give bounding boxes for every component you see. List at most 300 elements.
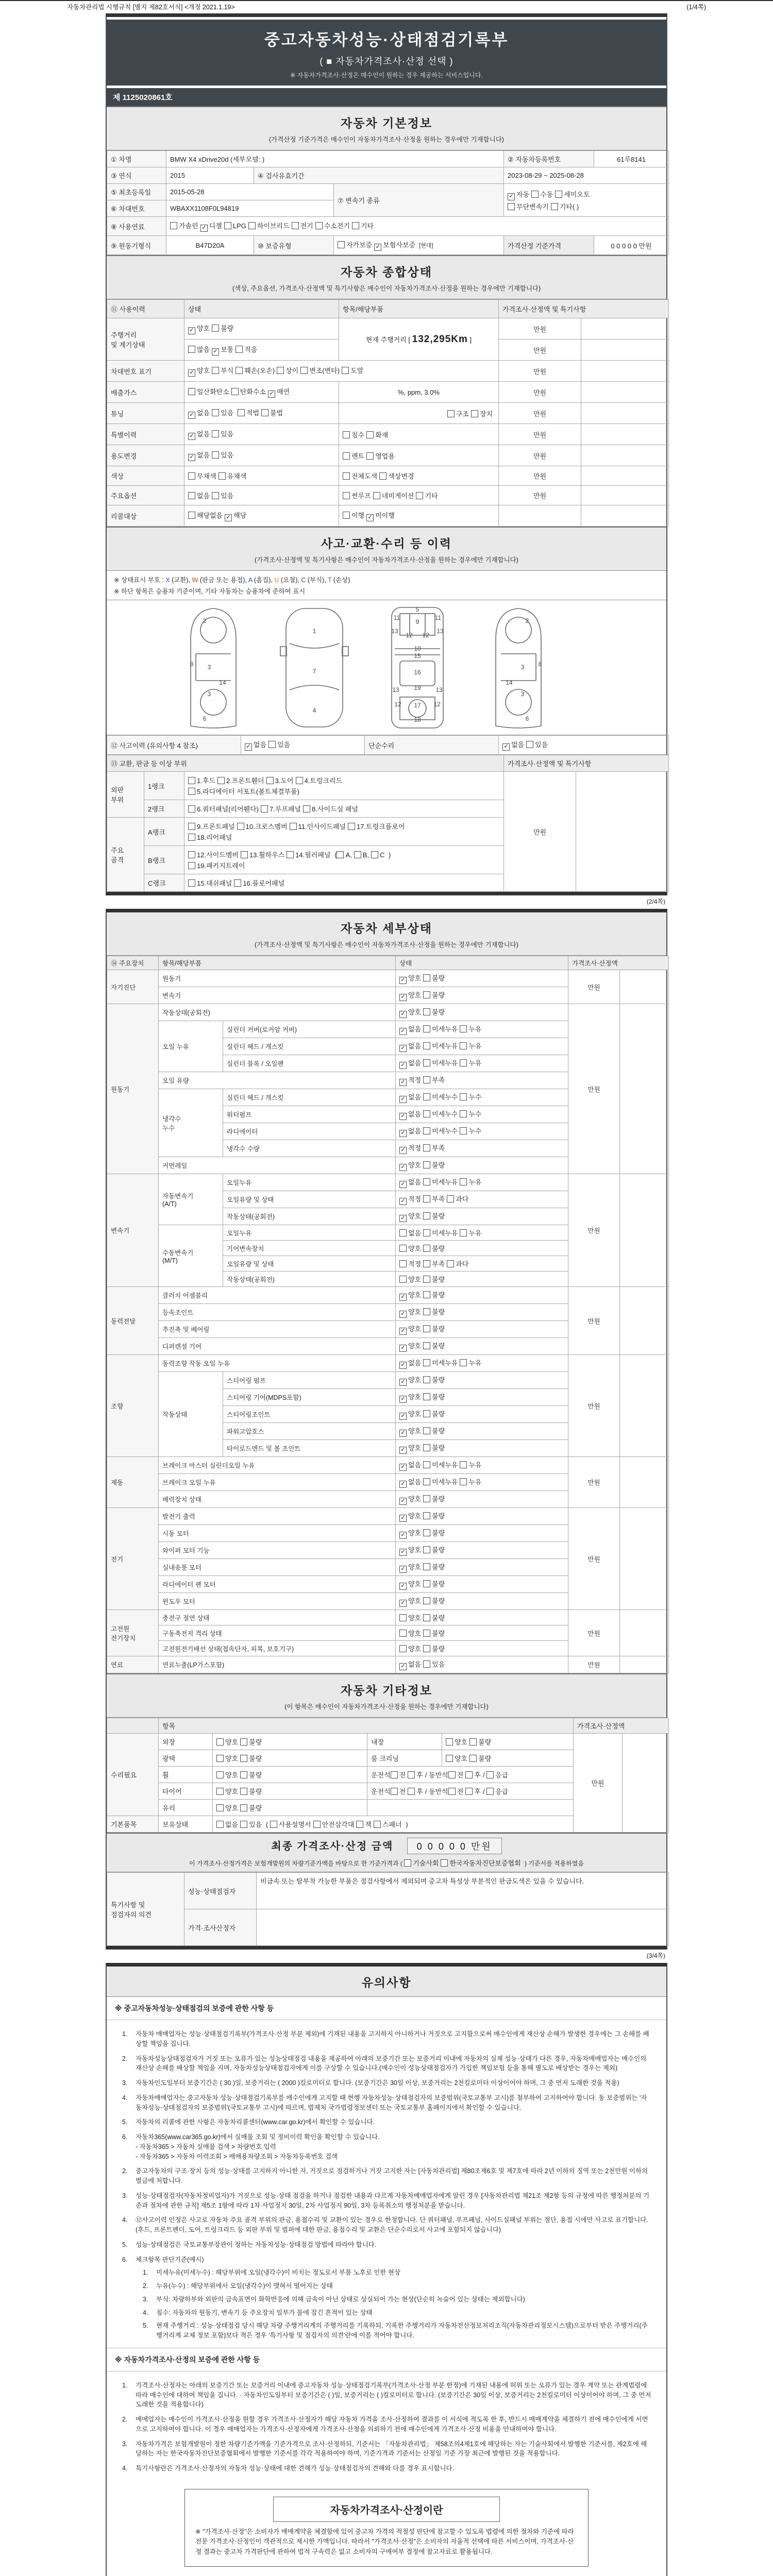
checkbox[interactable]: ✓ <box>399 1181 407 1188</box>
checkbox[interactable] <box>212 451 219 459</box>
diagram-part-number: 18 <box>414 716 421 723</box>
checkbox[interactable] <box>471 410 478 417</box>
checkbox-label: 무단변속기 <box>516 203 549 211</box>
checkbox[interactable] <box>303 805 310 812</box>
checkbox[interactable] <box>486 1771 494 1778</box>
diagram-part-number: 3 <box>520 664 525 671</box>
checkbox[interactable] <box>366 431 374 438</box>
cell <box>568 1457 620 1508</box>
checkbox[interactable] <box>399 1630 407 1637</box>
checkbox[interactable] <box>292 222 299 229</box>
checkbox[interactable] <box>399 1645 407 1652</box>
notice-item <box>122 2117 653 2127</box>
checkbox[interactable] <box>241 851 248 858</box>
checkbox[interactable] <box>234 879 241 887</box>
diagram-part-number: 16 <box>414 669 421 676</box>
checkbox[interactable] <box>423 1410 430 1417</box>
checkbox[interactable] <box>337 851 344 858</box>
checkbox[interactable]: ✓ <box>188 433 195 440</box>
checkbox[interactable] <box>212 492 219 499</box>
checkbox[interactable] <box>423 991 430 998</box>
final-price-label: 최종 가격조사·산정 금액 <box>271 1841 394 1852</box>
checkbox[interactable] <box>399 1260 407 1267</box>
checkbox[interactable] <box>188 862 195 869</box>
checkbox-option <box>486 1786 508 1796</box>
checkbox[interactable] <box>423 1195 430 1202</box>
checkbox-label: 양호 <box>408 1512 422 1520</box>
checkbox[interactable] <box>526 741 533 748</box>
checkbox[interactable]: ✓ <box>399 1328 407 1335</box>
checkbox[interactable] <box>212 367 219 374</box>
checkbox[interactable] <box>313 1821 321 1828</box>
checkbox-option <box>248 221 290 230</box>
checkbox[interactable] <box>423 1630 430 1637</box>
checkbox[interactable] <box>486 1788 494 1795</box>
title-banner <box>107 20 666 86</box>
text: 커먼레일 <box>162 1162 188 1170</box>
cell <box>184 486 339 505</box>
checkbox[interactable] <box>391 1788 398 1795</box>
text: 냉각수 누수 <box>162 1115 181 1132</box>
checkbox[interactable] <box>240 1771 247 1778</box>
checkbox-label: 불량 <box>432 974 445 982</box>
checkbox[interactable] <box>423 1291 430 1298</box>
checkbox[interactable] <box>531 191 539 198</box>
cell <box>339 382 499 403</box>
checkbox[interactable] <box>423 1393 430 1400</box>
checkbox[interactable] <box>423 1127 430 1134</box>
checkbox[interactable] <box>399 1245 407 1252</box>
cell <box>184 466 339 486</box>
checkbox[interactable] <box>399 1614 407 1621</box>
cell <box>184 1909 257 1946</box>
checkbox[interactable] <box>188 512 195 519</box>
cell <box>396 1491 568 1508</box>
checkbox[interactable] <box>266 777 274 784</box>
cell <box>499 505 581 527</box>
checkbox-option <box>399 1058 421 1069</box>
checkbox[interactable] <box>446 1755 453 1762</box>
checkbox[interactable] <box>423 1025 430 1032</box>
checkbox[interactable] <box>423 1260 430 1267</box>
checkbox[interactable] <box>423 1529 430 1536</box>
checkbox[interactable] <box>212 409 219 416</box>
text: ( <box>264 1821 270 1828</box>
checkbox[interactable]: ✓ <box>399 1583 407 1590</box>
checkbox-option <box>423 1596 445 1605</box>
checkbox[interactable]: ✓ <box>399 1147 407 1154</box>
checkbox[interactable] <box>216 1788 224 1795</box>
checkbox[interactable] <box>216 1804 224 1811</box>
checkbox[interactable]: ✓ <box>188 327 195 334</box>
checkbox[interactable] <box>460 1461 467 1468</box>
checkbox[interactable]: ✓ <box>399 1600 407 1607</box>
checkbox[interactable] <box>315 222 323 229</box>
checkbox[interactable]: ✓ <box>188 454 195 461</box>
checkbox[interactable]: ✓ <box>399 1198 407 1205</box>
checkbox[interactable] <box>231 388 239 395</box>
checkbox[interactable] <box>343 472 350 480</box>
checkbox[interactable] <box>423 1512 430 1519</box>
checkbox[interactable] <box>212 325 219 332</box>
text: (요철), <box>279 577 301 584</box>
checkbox-label: 가솔린 <box>179 222 198 230</box>
checkbox[interactable] <box>460 1059 467 1066</box>
checkbox[interactable] <box>423 1444 430 1451</box>
checkbox[interactable] <box>465 1788 473 1795</box>
status-code-legend <box>107 571 666 585</box>
checkbox[interactable] <box>423 1042 430 1049</box>
checkbox-label: 있음 <box>221 430 234 438</box>
checkbox[interactable] <box>423 1359 430 1366</box>
checkbox[interactable] <box>469 1755 477 1762</box>
checkbox-label: 10.크로스멤버 <box>245 823 288 831</box>
checkbox[interactable] <box>240 1804 247 1811</box>
cell <box>223 1241 396 1256</box>
checkbox[interactable] <box>423 1342 430 1349</box>
checkbox[interactable]: ✓ <box>374 244 381 251</box>
checkbox-option <box>240 1786 262 1796</box>
text: ① 차명 <box>111 156 132 163</box>
checkbox[interactable] <box>460 1359 467 1366</box>
checkbox[interactable]: ✓ <box>399 1464 407 1471</box>
checkbox-option <box>469 1753 491 1763</box>
checkbox[interactable]: ✓ <box>200 225 208 232</box>
checkbox-label: 불량 <box>432 1495 445 1503</box>
checkbox[interactable]: ✓ <box>212 348 219 355</box>
cell <box>367 1767 574 1783</box>
checkbox[interactable]: ✓ <box>399 1130 407 1137</box>
checkbox[interactable] <box>460 1110 467 1117</box>
notice-number: 3. <box>122 2192 128 2199</box>
checkbox[interactable] <box>404 1859 411 1867</box>
checkbox[interactable]: ✓ <box>399 1079 407 1086</box>
checkbox[interactable] <box>423 1495 430 1502</box>
checkbox[interactable] <box>343 452 350 460</box>
cell <box>159 1457 396 1474</box>
checkbox[interactable]: ✓ <box>502 743 510 751</box>
checkbox[interactable] <box>423 1376 430 1383</box>
checkbox[interactable]: ✓ <box>399 1362 407 1369</box>
checkbox-option <box>261 804 301 814</box>
checkbox[interactable]: ✓ <box>399 1113 407 1120</box>
checkbox[interactable] <box>270 1821 277 1828</box>
cell <box>223 1256 396 1272</box>
checkbox[interactable] <box>460 1229 467 1236</box>
checkbox[interactable] <box>423 1276 430 1283</box>
checkbox[interactable] <box>423 1059 430 1066</box>
checkbox-label: 양호 <box>408 1495 422 1503</box>
checkbox[interactable] <box>423 1597 430 1604</box>
text: 와이퍼 모터 기능 <box>162 1547 210 1554</box>
checkbox-option <box>188 408 210 419</box>
text: ⑬ 교환, 판금 등 이상 부위 <box>111 760 187 768</box>
cell <box>107 505 184 527</box>
checkbox[interactable] <box>423 1229 430 1236</box>
checkbox[interactable] <box>374 1821 381 1828</box>
checkbox[interactable] <box>448 1771 456 1778</box>
checkbox-option <box>303 804 358 814</box>
checkbox[interactable] <box>460 1478 467 1485</box>
checkbox[interactable] <box>423 1563 430 1570</box>
checkbox[interactable] <box>237 823 244 830</box>
checkbox[interactable]: ✓ <box>399 1096 407 1103</box>
cell <box>107 1287 159 1355</box>
checkbox[interactable] <box>300 367 308 374</box>
checkbox[interactable] <box>423 1546 430 1553</box>
checkbox[interactable] <box>460 1093 467 1100</box>
checkbox[interactable] <box>551 203 558 210</box>
checkbox[interactable] <box>441 1859 448 1867</box>
checkbox[interactable] <box>423 1427 430 1434</box>
checkbox-label: 미세누수 <box>432 1110 458 1118</box>
text: 작동상태(공회전) <box>227 1213 275 1221</box>
checkbox[interactable] <box>423 1144 430 1151</box>
checkbox[interactable]: ✓ <box>399 1345 407 1352</box>
checkbox-option <box>526 739 548 749</box>
checkbox-option <box>399 1341 421 1352</box>
checkbox[interactable] <box>460 1127 467 1134</box>
checkbox[interactable] <box>261 409 268 416</box>
cell <box>107 1734 159 1816</box>
checkbox[interactable]: ✓ <box>399 1045 407 1052</box>
text: ⑫ 사고이력 (유의사항 4 참조) <box>111 741 198 750</box>
text: ⑨ 원동기형식 <box>111 242 152 250</box>
checkbox[interactable] <box>236 346 243 353</box>
checkbox[interactable] <box>356 1821 363 1828</box>
checkbox[interactable]: ✓ <box>399 977 407 984</box>
checkbox[interactable] <box>216 1755 224 1762</box>
checkbox[interactable] <box>236 367 243 374</box>
checkbox[interactable] <box>371 851 378 858</box>
checkbox[interactable]: ✓ <box>399 1215 407 1222</box>
checkbox[interactable] <box>373 492 380 499</box>
checkbox[interactable] <box>188 777 195 784</box>
checkbox[interactable] <box>423 1645 430 1652</box>
cell <box>442 1734 574 1750</box>
checkbox[interactable]: ✓ <box>399 1164 407 1171</box>
text: 오일누유 <box>227 1179 252 1187</box>
checkbox[interactable] <box>423 1308 430 1315</box>
checkbox[interactable] <box>423 1008 430 1015</box>
notice-item <box>122 2381 653 2410</box>
checkbox[interactable]: ✓ <box>399 1028 407 1035</box>
checkbox[interactable] <box>446 1738 453 1745</box>
checkbox[interactable] <box>423 1178 430 1185</box>
checkbox-label: 누유 <box>468 1478 482 1486</box>
checkbox[interactable] <box>379 472 386 480</box>
notice-text: 자동차365(www.car365.go.kr)에서 실매물 조회 및 정비이력 확인을 확인할 수 있습니다. - 자동차365 > 자동차 실매물 검색 > 차량번호 입력 - 자동차365 > 자동차 이력조회 > 매매용차량조회 > 자동차등록번호 검색 <box>136 2132 653 2161</box>
checkbox-option <box>423 1358 458 1367</box>
checkbox[interactable] <box>348 823 355 830</box>
checkbox[interactable] <box>423 1325 430 1332</box>
checkbox[interactable]: ✓ <box>268 391 275 398</box>
checkbox[interactable] <box>240 1738 247 1745</box>
checkbox[interactable]: ✓ <box>399 1481 407 1488</box>
checkbox[interactable]: ✓ <box>399 1498 407 1505</box>
checkbox[interactable] <box>219 472 226 480</box>
checkbox[interactable]: ✓ <box>399 1549 407 1556</box>
diagram-part-number: 17 <box>414 702 421 709</box>
checkbox[interactable] <box>460 1025 467 1032</box>
checkbox[interactable]: ✓ <box>399 1532 407 1539</box>
checkbox[interactable] <box>465 1771 473 1778</box>
checkbox[interactable] <box>423 1110 430 1117</box>
cell <box>107 1508 159 1610</box>
text: 내장 <box>371 1738 384 1746</box>
checkbox[interactable] <box>423 1478 430 1485</box>
checkbox[interactable] <box>212 430 219 437</box>
checkbox[interactable] <box>423 1245 430 1252</box>
checkbox[interactable] <box>342 367 349 374</box>
checkbox-option <box>423 1392 445 1401</box>
checkbox[interactable] <box>423 1580 430 1587</box>
checkbox[interactable] <box>447 1260 454 1267</box>
cell <box>107 1457 159 1508</box>
checkbox[interactable] <box>188 851 195 858</box>
cell <box>223 1055 396 1072</box>
checkbox[interactable] <box>391 1771 398 1778</box>
checkbox[interactable] <box>399 1229 407 1236</box>
checkbox[interactable] <box>343 512 350 519</box>
checkbox-option <box>448 1786 464 1796</box>
checkbox[interactable] <box>343 431 350 438</box>
checkbox[interactable] <box>216 1821 224 1828</box>
checkbox[interactable] <box>188 492 195 499</box>
checkbox-option <box>343 451 364 461</box>
cell <box>396 1525 568 1542</box>
checkbox[interactable] <box>423 1161 430 1168</box>
checkbox[interactable] <box>188 388 195 395</box>
checkbox[interactable] <box>216 1738 224 1745</box>
checkbox[interactable] <box>296 777 303 784</box>
checkbox-option <box>352 221 374 230</box>
checkbox[interactable] <box>217 777 225 784</box>
checkbox[interactable]: ✓ <box>245 743 252 751</box>
checkbox[interactable]: ✓ <box>399 1294 407 1301</box>
checkbox[interactable] <box>343 492 350 499</box>
checkbox[interactable] <box>170 222 177 229</box>
checkbox[interactable]: ✓ <box>399 1663 407 1670</box>
checkbox[interactable] <box>287 851 294 858</box>
checkbox-label: 불량 <box>249 1804 262 1812</box>
checkbox[interactable] <box>290 823 297 830</box>
checkbox[interactable] <box>448 1788 456 1795</box>
checkbox[interactable]: ✓ <box>399 1566 407 1573</box>
checkbox-option <box>231 386 266 396</box>
text: %, ppm, 3.0% <box>398 388 440 396</box>
checkbox[interactable]: ✓ <box>399 1413 407 1420</box>
checkbox[interactable] <box>555 191 562 198</box>
checkbox[interactable] <box>447 1195 454 1202</box>
checkbox[interactable] <box>268 741 276 748</box>
checkbox[interactable]: ✓ <box>366 514 374 521</box>
checkbox[interactable]: ✓ <box>399 994 407 1001</box>
checkbox[interactable] <box>423 1093 430 1100</box>
text: 유리 <box>162 1804 176 1812</box>
checkbox[interactable]: ✓ <box>188 369 195 377</box>
checkbox[interactable]: ✓ <box>399 1447 407 1454</box>
cell <box>396 1174 568 1191</box>
checkbox[interactable] <box>460 1042 467 1049</box>
checkbox[interactable] <box>469 1738 477 1745</box>
checkbox[interactable] <box>216 1771 224 1778</box>
checkbox[interactable]: ✓ <box>399 1515 407 1522</box>
checkbox[interactable]: ✓ <box>399 1011 407 1018</box>
checkbox[interactable] <box>354 851 361 858</box>
cell <box>107 1355 159 1457</box>
checkbox-option <box>460 1058 481 1067</box>
checkbox[interactable] <box>240 1755 247 1762</box>
checkbox[interactable] <box>423 974 430 981</box>
checkbox-label: 누유 <box>468 1461 482 1469</box>
checkbox[interactable] <box>399 1276 407 1283</box>
checkbox[interactable] <box>423 1660 430 1668</box>
checkbox[interactable] <box>508 203 515 210</box>
checkbox[interactable]: ✓ <box>399 1396 407 1403</box>
checkbox[interactable] <box>188 788 195 795</box>
checkbox-option <box>240 1803 262 1812</box>
checkbox[interactable] <box>188 346 195 353</box>
notice-number: 3. <box>122 2079 128 2087</box>
checkbox[interactable] <box>423 1614 430 1621</box>
checkbox[interactable] <box>352 222 359 229</box>
checkbox[interactable] <box>277 367 284 374</box>
checkbox[interactable]: ✓ <box>399 1430 407 1437</box>
checkbox[interactable]: ✓ <box>508 193 515 200</box>
cell <box>396 1208 568 1225</box>
checkbox[interactable] <box>261 805 268 812</box>
checkbox[interactable] <box>447 410 455 417</box>
checkbox[interactable] <box>188 805 195 812</box>
checkbox[interactable] <box>224 222 231 229</box>
checkbox-label: 화재 <box>375 431 389 439</box>
checkbox[interactable] <box>366 452 374 460</box>
checkbox[interactable] <box>240 1821 247 1828</box>
checkbox[interactable] <box>188 834 195 841</box>
cell <box>367 1783 574 1800</box>
checkbox[interactable] <box>188 472 195 480</box>
table-row <box>107 1355 669 1372</box>
cell <box>213 1800 367 1816</box>
checkbox[interactable] <box>460 1178 467 1185</box>
checkbox[interactable]: ✓ <box>399 1311 407 1318</box>
checkbox[interactable]: ✓ <box>399 1062 407 1069</box>
checkbox[interactable] <box>423 1461 430 1468</box>
checkbox[interactable] <box>240 1788 247 1795</box>
cell <box>223 1272 396 1287</box>
checkbox[interactable] <box>248 222 256 229</box>
checkbox-label: 적정 <box>408 1076 422 1084</box>
checkbox[interactable] <box>238 409 245 416</box>
checkbox[interactable]: ✓ <box>188 412 195 419</box>
checkbox[interactable] <box>423 1212 430 1219</box>
checkbox[interactable] <box>188 879 195 887</box>
checkbox[interactable] <box>188 823 195 830</box>
cell <box>184 318 339 340</box>
checkbox-label: 해당 <box>233 512 247 519</box>
checkbox[interactable]: ✓ <box>225 514 232 521</box>
checkbox[interactable] <box>408 1788 415 1795</box>
checkbox-option <box>531 189 553 199</box>
checkbox[interactable] <box>423 1076 430 1083</box>
checkbox[interactable] <box>416 492 423 499</box>
checkbox-label: 양호 <box>408 1529 422 1537</box>
checkbox[interactable] <box>338 241 345 248</box>
checkbox[interactable] <box>408 1771 415 1778</box>
column-header <box>159 956 396 970</box>
checkbox[interactable]: ✓ <box>399 1379 407 1386</box>
